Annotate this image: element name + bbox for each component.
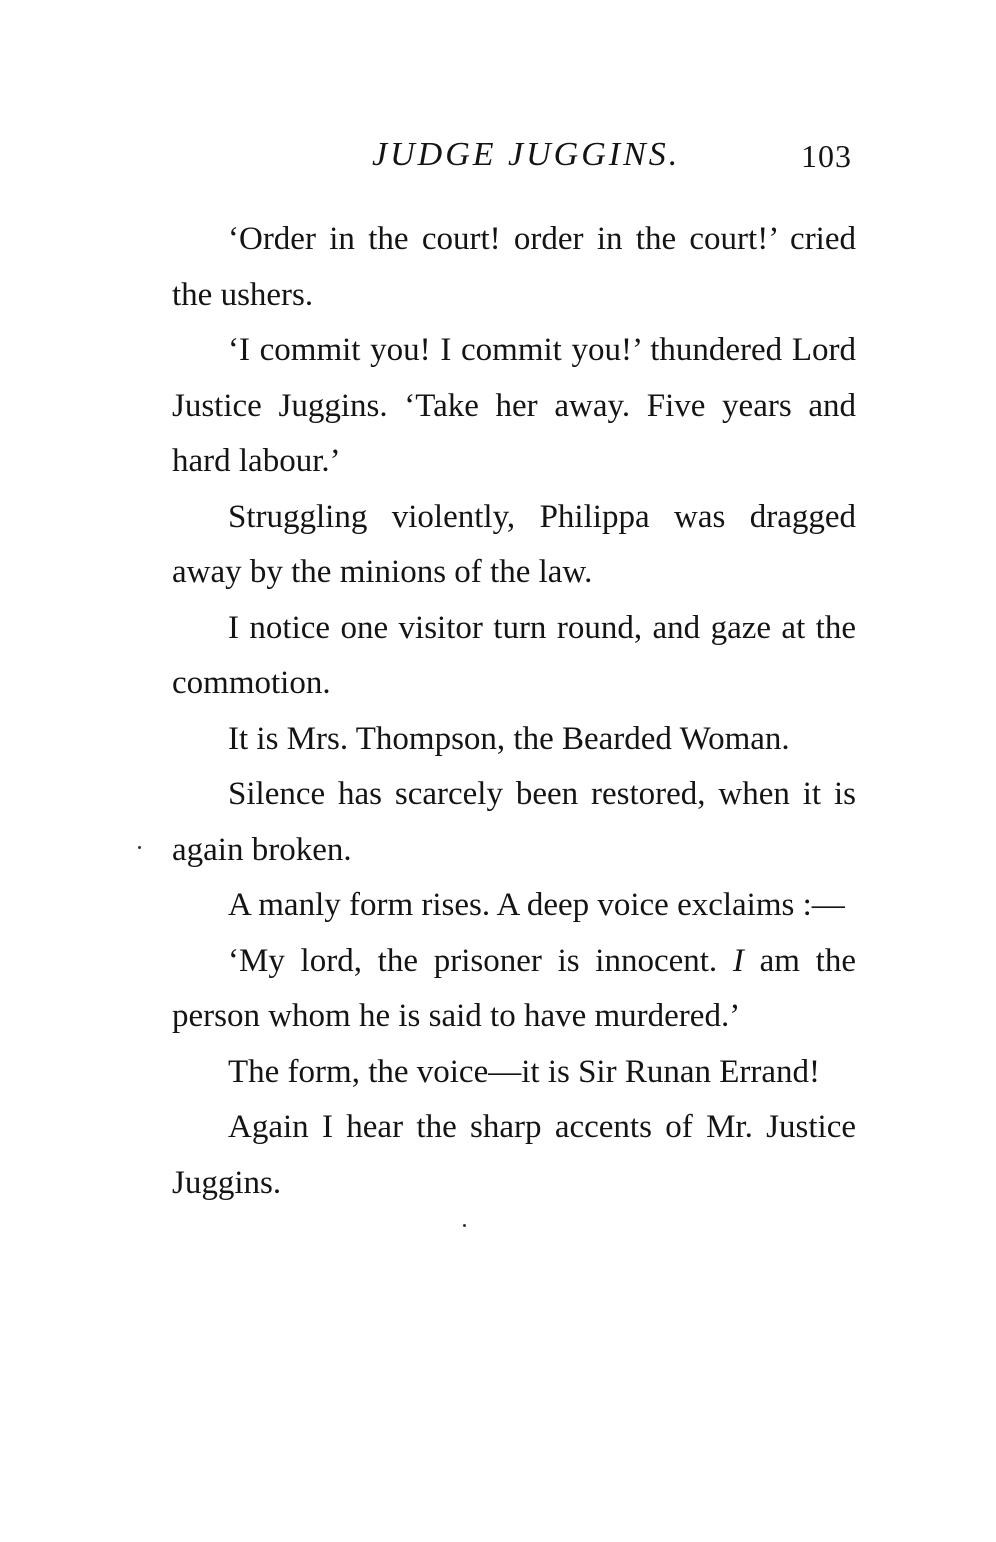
paragraph-my-lord [172, 934, 856, 1045]
paragraph-order-in-court: ‘Order in the court! order in the court!’ cried the ushers. [172, 221, 856, 313]
paragraph-i-commit-you: ‘I commit you! I commit you!’ thundered Lord Justice Juggins. ‘Take her away. Five years and hard labour.’ [172, 332, 856, 479]
paragraph-sir-runan: The form, the voice—it is Sir Runan Errand! [228, 1053, 821, 1090]
scan-speck [138, 846, 141, 849]
running-head [172, 136, 856, 180]
paragraph-my-lord-start: ‘My lord, the prisoner is innocent. [228, 942, 733, 979]
running-title: JUDGE JUGGINS. [372, 136, 681, 173]
paragraph-my-lord-end: am the person whom he is said to have murdered.’ [172, 942, 856, 1034]
scan-speck [463, 1224, 466, 1227]
paragraph-bearded-woman: It is Mrs. Thompson, the Bearded Woman. [228, 720, 790, 757]
paragraph-silence: Silence has scarcely been restored, when it is again broken. [172, 776, 856, 868]
paragraph-struggling: Struggling violently, Philippa was dragged away by the minions of the law. [172, 498, 856, 590]
page-number: 103 [801, 138, 852, 174]
paragraph-sharp-accents: Again I hear the sharp accents of Mr. Justice Juggins. [172, 1109, 856, 1201]
body-text [172, 212, 856, 1211]
paragraph-visitor: I notice one visitor turn round, and gaze at the commotion. [172, 609, 856, 701]
paragraph-manly-form: A manly form rises. A deep voice exclaims :— [228, 887, 845, 923]
paragraph-my-lord-italic: I [732, 942, 744, 979]
